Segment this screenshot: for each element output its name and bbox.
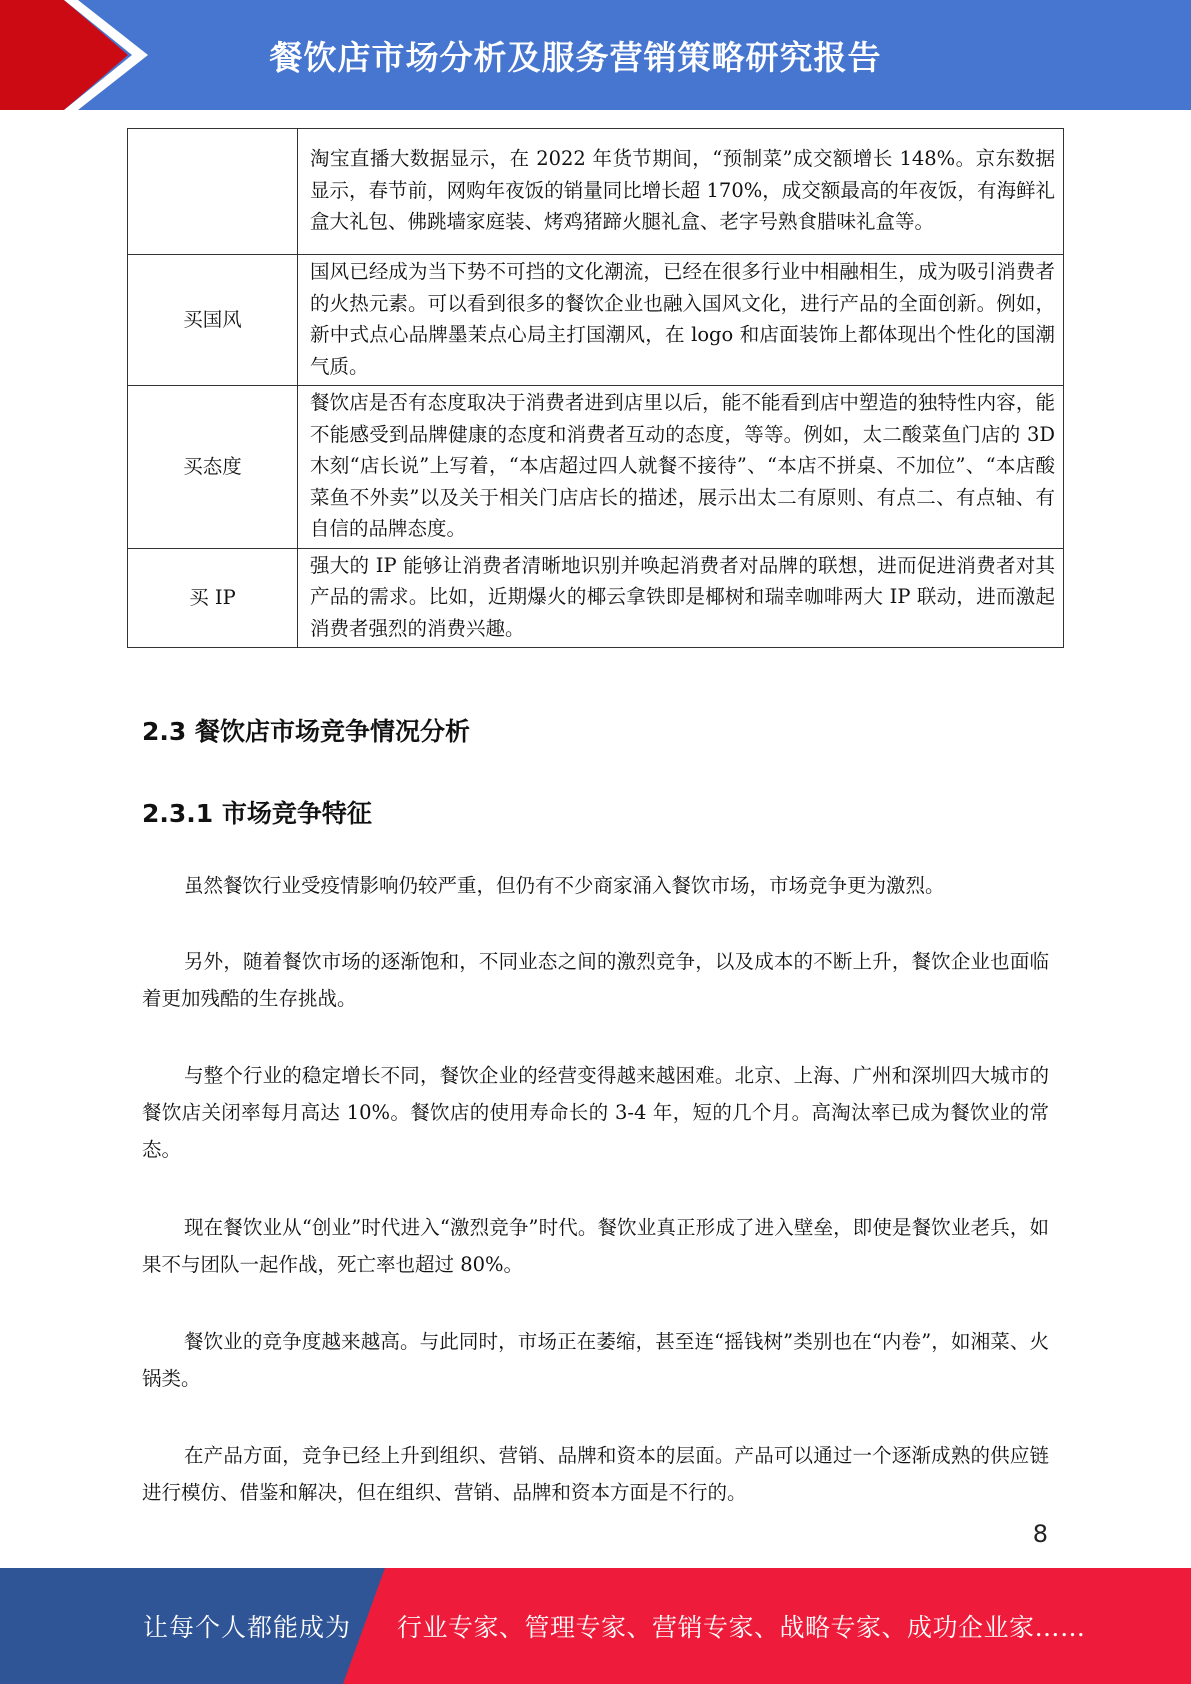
footer-slogan-right: 行业专家、管理专家、营销专家、战略专家、成功企业家…… [397,1613,1086,1642]
row-key [128,129,298,255]
body-paragraph: 与整个行业的稳定增长不同，餐饮企业的经营变得越来越困难。北京、上海、广州和深圳四大城市的餐饮店关闭率每月高达 10%。餐饮店的使用寿命长的 3-4 年，短的几个月。高淘汰率已成为餐饮业的常态。 [142,1064,1049,1161]
subsection-heading: 2.3.1 市场竞争特征 [142,799,372,828]
footer-slogan-left: 让每个人都能成为 [143,1613,352,1642]
row-description: 国风已经成为当下势不可挡的文化潮流，已经在很多行业中相融相生，成为吸引消费者的火热元素。可以看到很多的餐饮企业也融入国风文化，进行产品的全面创新。例如，新中式点心品牌墨茉点心局主打国潮风，在 logo 和店面装饰上都体现出个性化的国潮气质。 [298,255,1064,386]
row-key: 买态度 [128,386,298,549]
row-key: 买国风 [128,255,298,386]
chevron-logo-icon [0,0,160,110]
row-description: 餐饮店是否有态度取决于消费者进到店里以后，能不能看到店中塑造的独特性内容，能不能感受到品牌健康的态度和消费者互动的态度，等等。例如，太二酸菜鱼门店的 3D 木刻“店长说”上写着，“本店超过四人就餐不接待”、“本店不拼桌、不加位”、“本店酸菜鱼不外卖”以及关于相关门店店长的描述，展示出太二有原则、有点二、有点轴、有自信的品牌态度。 [298,386,1064,549]
row-description: 淘宝直播大数据显示，在 2022 年货节期间，“预制菜”成交额增长 148%。京东数据显示，春节前，网购年夜饭的销量同比增长超 170%，成交额最高的年夜饭，有海鲜礼盒大礼包、佛跳墙家庭装、烤鸡猪蹄火腿礼盒、老字号熟食腊味礼盒等。 [298,129,1064,255]
table-row [128,129,1064,255]
body-paragraph: 虽然餐饮行业受疫情影响仍较严重，但仍有不少商家涌入餐饮市场，市场竞争更为激烈。 [184,874,945,897]
body-paragraph: 现在餐饮业从“创业”时代进入“激烈竞争”时代。餐饮业真正形成了进入壁垒，即使是餐饮业老兵，如果不与团队一起作战，死亡率也超过 80%。 [142,1216,1049,1276]
report-title: 餐饮店市场分析及服务营销策略研究报告 [269,37,882,77]
table-row [128,548,1064,648]
section-heading: 2.3 餐饮店市场竞争情况分析 [142,717,470,746]
body-paragraph: 在产品方面，竞争已经上升到组织、营销、品牌和资本的层面。产品可以通过一个逐渐成熟的供应链进行模仿、借鉴和解决，但在组织、营销、品牌和资本方面是不行的。 [142,1444,1049,1504]
table-row [128,386,1064,549]
page-number: 8 [1032,1520,1048,1548]
page-header [0,0,1191,110]
page-footer [0,1568,1191,1684]
row-key: 买 IP [128,548,298,648]
body-paragraph: 另外，随着餐饮市场的逐渐饱和，不同业态之间的激烈竞争，以及成本的不断上升，餐饮企业也面临着更加残酷的生存挑战。 [142,950,1049,1010]
row-description: 强大的 IP 能够让消费者清晰地识别并唤起消费者对品牌的联想，进而促进消费者对其产品的需求。比如，近期爆火的椰云拿铁即是椰树和瑞幸咖啡两大 IP 联动，进而激起消费者强烈的消费兴趣。 [298,548,1064,648]
table-row [128,255,1064,386]
consumption-trends-table [127,128,1064,648]
body-paragraph: 餐饮业的竞争度越来越高。与此同时，市场正在萎缩，甚至连“摇钱树”类别也在“内卷”，如湘菜、火锅类。 [142,1330,1049,1390]
